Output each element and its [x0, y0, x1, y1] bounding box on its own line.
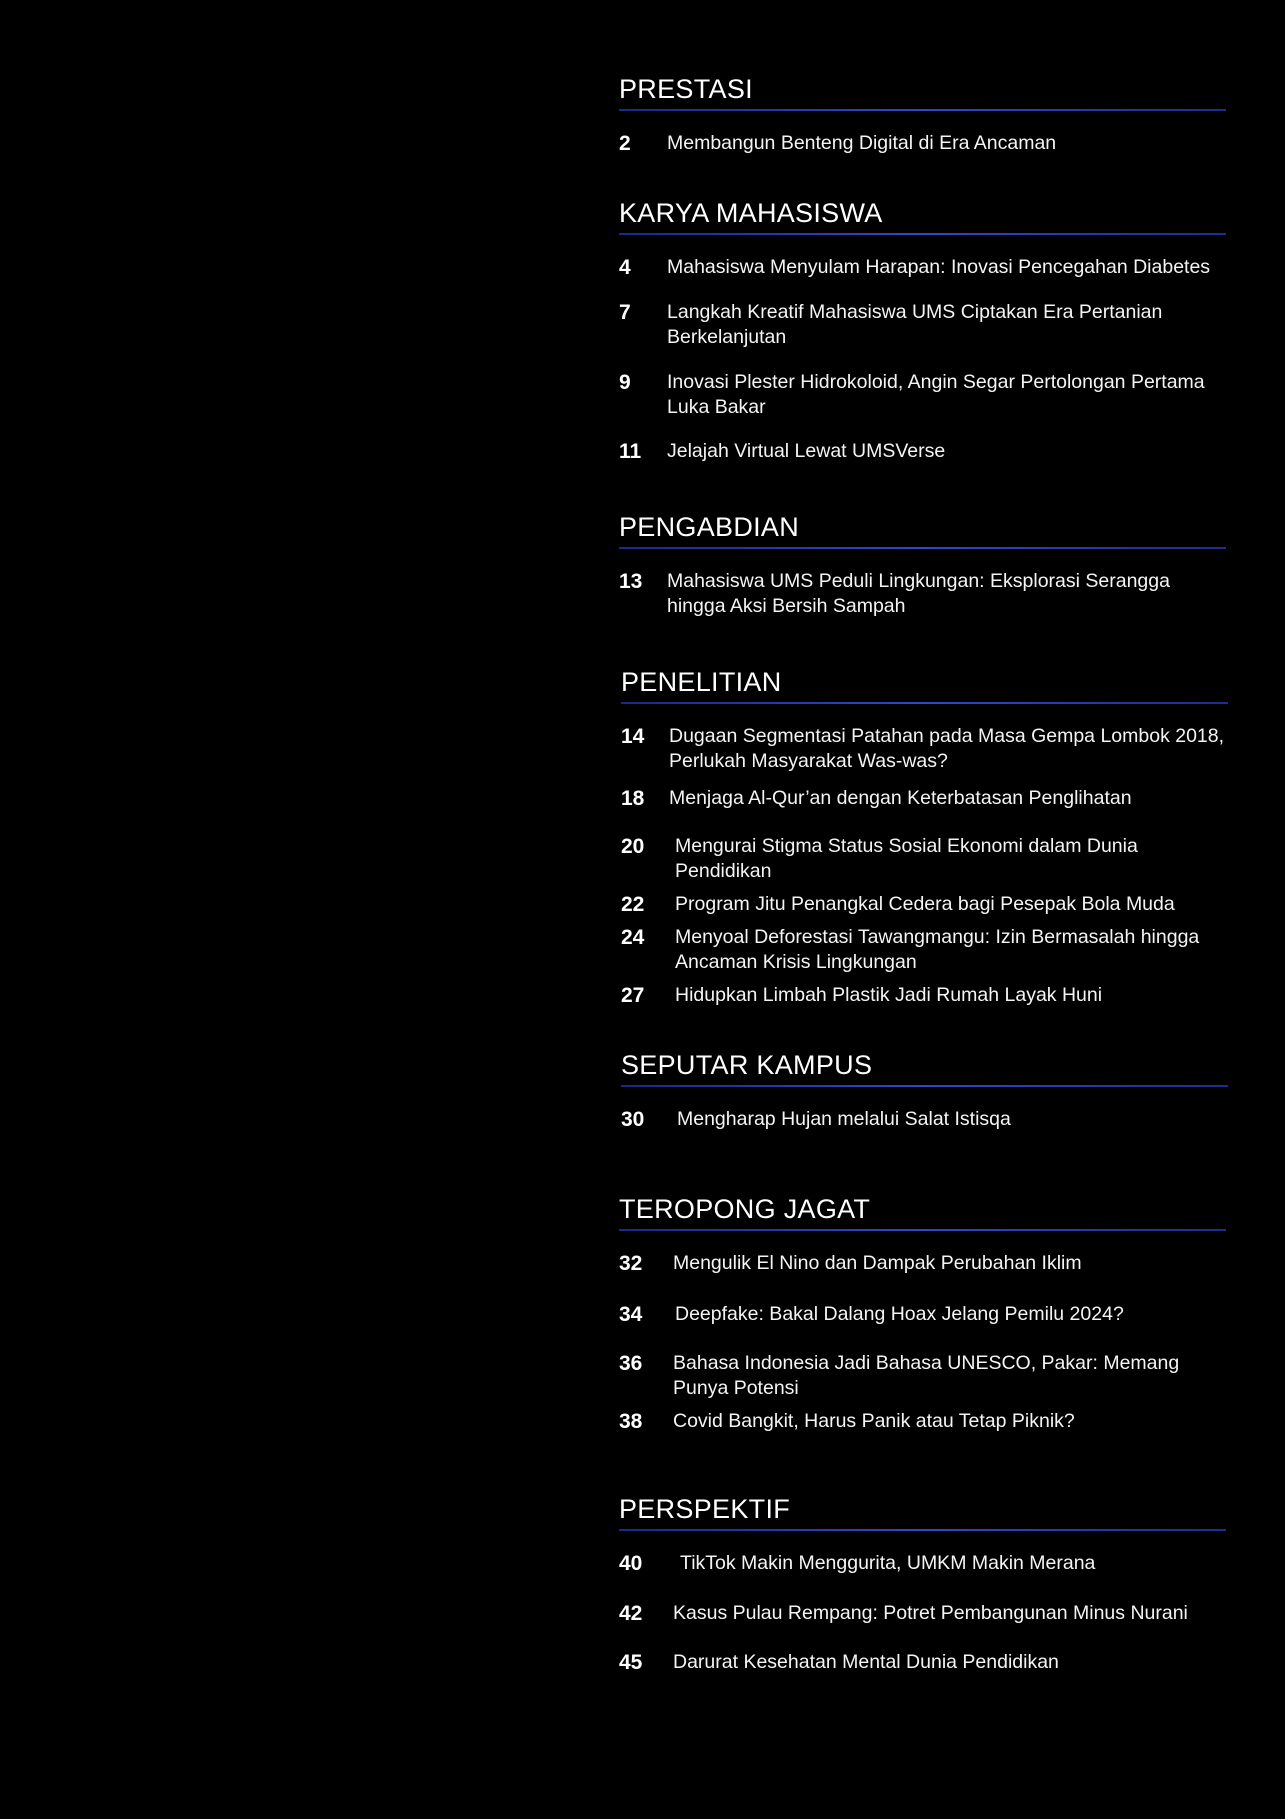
entry-title: Mengharap Hujan melalui Salat Istisqa	[677, 1108, 1011, 1130]
entry-title: Mahasiswa Menyulam Harapan: Inovasi Pencegahan Diabetes	[667, 256, 1211, 278]
page-number: 18	[621, 787, 645, 810]
toc-entry[interactable]	[621, 983, 1228, 1008]
toc-entry[interactable]	[619, 131, 1226, 156]
section-title: PENGABDIAN	[619, 512, 800, 542]
section-divider	[619, 1229, 1226, 1231]
toc-entry[interactable]	[621, 1107, 1228, 1132]
toc-entry[interactable]	[619, 1302, 1226, 1327]
page-number: 36	[619, 1352, 643, 1375]
section-title: TEROPONG JAGAT	[619, 1194, 871, 1224]
entry-title: Jelajah Virtual Lewat UMSVerse	[667, 440, 946, 462]
toc-entry[interactable]	[619, 1551, 1226, 1576]
entry-title: Membangun Benteng Digital di Era Ancaman	[667, 132, 1057, 154]
page-number: 20	[621, 835, 645, 858]
toc-entry[interactable]	[621, 834, 1228, 884]
toc-entry[interactable]	[619, 300, 1226, 350]
toc-entry[interactable]	[619, 1351, 1226, 1401]
toc-entry[interactable]	[619, 1650, 1226, 1675]
entry-title: Inovasi Plester Hidrokoloid, Angin Segar Pertolongan Pertama Luka Bakar	[667, 371, 1205, 418]
entry-title: Program Jitu Penangkal Cedera bagi Pesepak Bola Muda	[675, 893, 1175, 915]
entry-title: Menjaga Al-Qur’an dengan Keterbatasan Penglihatan	[669, 787, 1132, 809]
toc-entry[interactable]	[621, 786, 1228, 811]
entry-title: Menyoal Deforestasi Tawangmangu: Izin Bermasalah hingga Ancaman Krisis Lingkungan	[675, 926, 1200, 973]
section-title: KARYA MAHASISWA	[619, 198, 883, 228]
toc-entry[interactable]	[621, 892, 1228, 917]
entry-title: Deepfake: Bakal Dalang Hoax Jelang Pemilu 2024?	[675, 1303, 1124, 1325]
section-karya-mahasiswa	[619, 196, 1226, 464]
page-number: 32	[619, 1252, 643, 1275]
section-penelitian	[621, 665, 1228, 1008]
entry-title: Bahasa Indonesia Jadi Bahasa UNESCO, Pakar: Memang Punya Potensi	[673, 1352, 1180, 1399]
page-number: 45	[619, 1651, 643, 1674]
section-title: PERSPEKTIF	[619, 1494, 791, 1524]
section-divider	[619, 1529, 1226, 1531]
toc-entry[interactable]	[619, 370, 1226, 420]
section-divider	[619, 109, 1226, 111]
section-divider	[619, 233, 1226, 235]
section-title: PENELITIAN	[621, 667, 782, 697]
section-divider	[621, 1085, 1228, 1087]
page-number: 14	[621, 725, 645, 748]
section-divider	[621, 702, 1228, 704]
page-number: 42	[619, 1602, 643, 1625]
entry-title: Kasus Pulau Rempang: Potret Pembangunan Minus Nurani	[673, 1602, 1188, 1624]
section-title: PRESTASI	[619, 74, 753, 104]
section-prestasi	[619, 72, 1226, 156]
entry-title: Mengurai Stigma Status Sosial Ekonomi dalam Dunia Pendidikan	[675, 835, 1138, 882]
entry-title: Mengulik El Nino dan Dampak Perubahan Iklim	[673, 1252, 1082, 1274]
section-seputar-kampus	[621, 1048, 1228, 1132]
entry-title: Darurat Kesehatan Mental Dunia Pendidikan	[673, 1651, 1059, 1673]
page-number: 11	[619, 440, 642, 463]
page-number: 24	[621, 926, 645, 949]
page-number: 38	[619, 1410, 643, 1433]
page-number: 27	[621, 984, 645, 1007]
toc-entry[interactable]	[621, 925, 1228, 975]
table-of-contents	[619, 72, 1239, 1675]
entry-title: Covid Bangkit, Harus Panik atau Tetap Piknik?	[673, 1410, 1075, 1432]
section-title: SEPUTAR KAMPUS	[621, 1050, 873, 1080]
toc-entry[interactable]	[619, 569, 1226, 619]
page-number: 22	[621, 893, 645, 916]
toc-entry[interactable]	[619, 439, 1226, 464]
toc-entry[interactable]	[619, 255, 1226, 280]
page-number: 9	[619, 371, 631, 394]
page-number: 7	[619, 301, 631, 324]
page-number: 4	[619, 256, 631, 279]
entry-title: Mahasiswa UMS Peduli Lingkungan: Eksplorasi Serangga hingga Aksi Bersih Sampah	[667, 570, 1170, 617]
toc-entry[interactable]	[619, 1251, 1226, 1276]
entry-title: TikTok Makin Menggurita, UMKM Makin Merana	[680, 1552, 1096, 1574]
toc-entry[interactable]	[619, 1601, 1226, 1626]
page-number: 2	[619, 132, 631, 155]
page-number: 40	[619, 1552, 643, 1575]
toc-entry[interactable]	[621, 724, 1228, 774]
section-pengabdian	[619, 510, 1226, 619]
entry-title: Langkah Kreatif Mahasiswa UMS Ciptakan Era Pertanian Berkelanjutan	[667, 301, 1163, 348]
toc-entry[interactable]	[619, 1409, 1226, 1434]
page-number: 34	[619, 1303, 643, 1326]
section-perspektif	[619, 1492, 1226, 1675]
page-number: 30	[621, 1108, 645, 1131]
section-teropong-jagat	[619, 1192, 1226, 1434]
entry-title: Hidupkan Limbah Plastik Jadi Rumah Layak Huni	[675, 984, 1103, 1006]
entry-title: Dugaan Segmentasi Patahan pada Masa Gempa Lombok 2018, Perlukah Masyarakat Was-was?	[669, 725, 1225, 772]
page-number: 13	[619, 570, 643, 593]
section-divider	[619, 547, 1226, 549]
